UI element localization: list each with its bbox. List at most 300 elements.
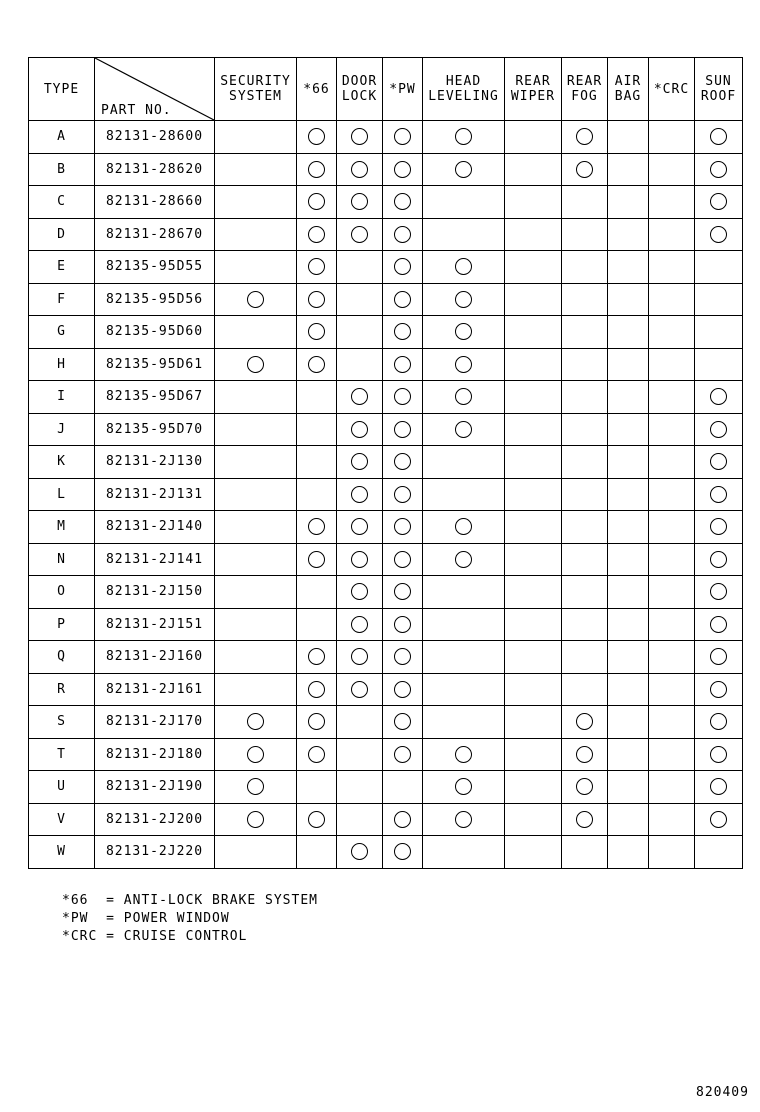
part-number-cell: 82131-2J160 — [95, 641, 215, 674]
applicable-circle-icon — [351, 648, 368, 665]
feature-cell-doorlock — [337, 446, 383, 479]
feature-cell-abs — [297, 803, 337, 836]
applicable-circle-icon — [394, 161, 411, 178]
applicable-circle-icon — [710, 713, 727, 730]
applicable-circle-icon — [455, 388, 472, 405]
type-cell: P — [29, 608, 95, 641]
feature-cell-rearwiper — [505, 641, 562, 674]
feature-cell-rearfog — [562, 706, 608, 739]
applicable-circle-icon — [351, 453, 368, 470]
feature-cell-rearwiper — [505, 576, 562, 609]
type-cell: O — [29, 576, 95, 609]
legend — [62, 892, 318, 946]
applicable-circle-icon — [394, 616, 411, 633]
feature-cell-crc — [649, 121, 695, 154]
type-cell: L — [29, 478, 95, 511]
applicable-circle-icon — [710, 778, 727, 795]
feature-cell-rearwiper — [505, 511, 562, 544]
type-cell: I — [29, 381, 95, 414]
table-row — [29, 576, 743, 609]
applicable-circle-icon — [351, 128, 368, 145]
column-header-headlev — [423, 58, 505, 121]
feature-cell-security — [215, 511, 297, 544]
feature-cell-crc — [649, 771, 695, 804]
feature-cell-security — [215, 771, 297, 804]
feature-cell-sunroof — [695, 478, 743, 511]
column-header-line: BAG — [614, 89, 642, 104]
applicable-circle-icon — [710, 616, 727, 633]
feature-cell-sunroof — [695, 186, 743, 219]
applicable-circle-icon — [308, 746, 325, 763]
feature-cell-security — [215, 381, 297, 414]
feature-cell-headlev — [423, 121, 505, 154]
applicable-circle-icon — [308, 356, 325, 373]
feature-cell-airbag — [608, 121, 649, 154]
feature-cell-rearfog — [562, 413, 608, 446]
applicable-circle-icon — [351, 843, 368, 860]
applicable-circle-icon — [455, 258, 472, 275]
column-header-sunroof — [695, 58, 743, 121]
feature-cell-rearwiper — [505, 153, 562, 186]
part-number-cell: 82131-28670 — [95, 218, 215, 251]
column-header-line: SYSTEM — [229, 89, 282, 104]
applicable-circle-icon — [710, 583, 727, 600]
applicable-circle-icon — [710, 128, 727, 145]
feature-cell-headlev — [423, 283, 505, 316]
feature-cell-rearfog — [562, 738, 608, 771]
feature-cell-crc — [649, 543, 695, 576]
applicable-circle-icon — [394, 811, 411, 828]
feature-cell-security — [215, 836, 297, 869]
column-header-line: LEVELING — [428, 89, 499, 104]
feature-cell-doorlock — [337, 511, 383, 544]
feature-cell-pw — [383, 608, 423, 641]
type-cell: J — [29, 413, 95, 446]
applicable-circle-icon — [455, 356, 472, 373]
feature-cell-abs — [297, 186, 337, 219]
table-row — [29, 121, 743, 154]
feature-cell-rearfog — [562, 283, 608, 316]
column-header-line: *66 — [303, 81, 330, 97]
feature-cell-abs — [297, 121, 337, 154]
feature-cell-sunroof — [695, 121, 743, 154]
applicable-circle-icon — [351, 388, 368, 405]
column-header-line: *CRC — [653, 81, 690, 97]
feature-cell-pw — [383, 348, 423, 381]
feature-cell-rearwiper — [505, 608, 562, 641]
applicable-circle-icon — [247, 811, 264, 828]
feature-cell-abs — [297, 348, 337, 381]
legend-line: *66 = ANTI-LOCK BRAKE SYSTEM — [62, 893, 318, 908]
feature-cell-doorlock — [337, 543, 383, 576]
table-row — [29, 608, 743, 641]
feature-cell-crc — [649, 738, 695, 771]
feature-cell-crc — [649, 706, 695, 739]
feature-cell-pw — [383, 218, 423, 251]
feature-cell-doorlock — [337, 381, 383, 414]
feature-cell-airbag — [608, 478, 649, 511]
type-cell: C — [29, 186, 95, 219]
feature-cell-crc — [649, 478, 695, 511]
applicable-circle-icon — [710, 551, 727, 568]
feature-cell-airbag — [608, 576, 649, 609]
applicable-circle-icon — [247, 356, 264, 373]
feature-cell-pw — [383, 673, 423, 706]
feature-cell-security — [215, 218, 297, 251]
feature-cell-rearfog — [562, 316, 608, 349]
feature-cell-airbag — [608, 381, 649, 414]
feature-cell-security — [215, 608, 297, 641]
feature-cell-pw — [383, 121, 423, 154]
feature-cell-headlev — [423, 738, 505, 771]
type-cell: G — [29, 316, 95, 349]
feature-cell-rearwiper — [505, 478, 562, 511]
applicable-circle-icon — [710, 681, 727, 698]
applicable-circle-icon — [394, 388, 411, 405]
column-header-security — [215, 58, 297, 121]
applicable-circle-icon — [351, 161, 368, 178]
part-number-cell: 82135-95D61 — [95, 348, 215, 381]
feature-cell-abs — [297, 511, 337, 544]
table-row — [29, 446, 743, 479]
applicable-circle-icon — [710, 388, 727, 405]
feature-cell-airbag — [608, 218, 649, 251]
feature-cell-doorlock — [337, 836, 383, 869]
feature-cell-airbag — [608, 316, 649, 349]
column-header-line: DOOR — [341, 74, 378, 89]
applicable-circle-icon — [455, 518, 472, 535]
applicable-circle-icon — [308, 226, 325, 243]
applicable-circle-icon — [394, 843, 411, 860]
feature-cell-sunroof — [695, 446, 743, 479]
feature-cell-airbag — [608, 153, 649, 186]
feature-cell-sunroof — [695, 673, 743, 706]
applicable-circle-icon — [710, 453, 727, 470]
feature-cell-rearfog — [562, 251, 608, 284]
applicable-circle-icon — [710, 648, 727, 665]
feature-cell-sunroof — [695, 738, 743, 771]
type-cell: U — [29, 771, 95, 804]
type-cell: W — [29, 836, 95, 869]
column-header-line: LOCK — [341, 89, 378, 104]
column-header-abs — [297, 58, 337, 121]
table-row — [29, 803, 743, 836]
feature-cell-pw — [383, 836, 423, 869]
applicable-circle-icon — [308, 128, 325, 145]
feature-cell-rearfog — [562, 576, 608, 609]
feature-cell-pw — [383, 543, 423, 576]
applicable-circle-icon — [308, 258, 325, 275]
feature-cell-crc — [649, 381, 695, 414]
feature-cell-abs — [297, 673, 337, 706]
feature-cell-sunroof — [695, 153, 743, 186]
feature-cell-crc — [649, 576, 695, 609]
applicable-circle-icon — [394, 681, 411, 698]
feature-cell-headlev — [423, 413, 505, 446]
feature-cell-rearwiper — [505, 413, 562, 446]
feature-cell-headlev — [423, 316, 505, 349]
feature-cell-crc — [649, 283, 695, 316]
feature-cell-pw — [383, 316, 423, 349]
feature-cell-airbag — [608, 446, 649, 479]
feature-cell-airbag — [608, 543, 649, 576]
part-number-cell: 82131-2J150 — [95, 576, 215, 609]
table-body — [29, 121, 743, 869]
feature-cell-abs — [297, 608, 337, 641]
column-header-rearwiper — [505, 58, 562, 121]
applicable-circle-icon — [394, 291, 411, 308]
feature-cell-sunroof — [695, 641, 743, 674]
applicable-circle-icon — [394, 128, 411, 145]
applicable-circle-icon — [394, 583, 411, 600]
feature-cell-sunroof — [695, 543, 743, 576]
applicable-circle-icon — [394, 193, 411, 210]
table-row — [29, 738, 743, 771]
feature-cell-sunroof — [695, 218, 743, 251]
feature-cell-crc — [649, 673, 695, 706]
part-number-cell: 82131-2J200 — [95, 803, 215, 836]
feature-cell-abs — [297, 478, 337, 511]
feature-cell-doorlock — [337, 186, 383, 219]
column-header-line: REAR — [515, 74, 551, 89]
feature-cell-doorlock — [337, 121, 383, 154]
feature-cell-sunroof — [695, 316, 743, 349]
type-header: TYPE — [29, 58, 95, 121]
feature-cell-rearfog — [562, 121, 608, 154]
applicable-circle-icon — [308, 811, 325, 828]
column-header-doorlock — [337, 58, 383, 121]
feature-cell-airbag — [608, 673, 649, 706]
applicable-circle-icon — [308, 518, 325, 535]
feature-cell-crc — [649, 413, 695, 446]
feature-cell-crc — [649, 186, 695, 219]
table-row — [29, 381, 743, 414]
applicable-circle-icon — [308, 713, 325, 730]
feature-cell-doorlock — [337, 803, 383, 836]
table-row — [29, 251, 743, 284]
feature-cell-headlev — [423, 186, 505, 219]
feature-cell-rearfog — [562, 218, 608, 251]
part-number-cell: 82131-28620 — [95, 153, 215, 186]
applicable-circle-icon — [455, 551, 472, 568]
feature-cell-abs — [297, 218, 337, 251]
feature-cell-pw — [383, 511, 423, 544]
applicable-circle-icon — [247, 746, 264, 763]
type-cell: T — [29, 738, 95, 771]
table-row — [29, 543, 743, 576]
feature-cell-rearfog — [562, 543, 608, 576]
column-header-crc — [649, 58, 695, 121]
feature-cell-rearfog — [562, 803, 608, 836]
part-number-cell: 82131-2J170 — [95, 706, 215, 739]
feature-cell-crc — [649, 316, 695, 349]
feature-cell-doorlock — [337, 706, 383, 739]
feature-cell-headlev — [423, 446, 505, 479]
applicable-circle-icon — [308, 291, 325, 308]
feature-cell-abs — [297, 738, 337, 771]
column-header-line: SECURITY — [220, 74, 291, 89]
table-row — [29, 836, 743, 869]
table-row — [29, 283, 743, 316]
part-number-cell: 82131-28660 — [95, 186, 215, 219]
applicable-circle-icon — [351, 486, 368, 503]
feature-cell-rearwiper — [505, 771, 562, 804]
feature-cell-crc — [649, 218, 695, 251]
type-cell: V — [29, 803, 95, 836]
type-cell: E — [29, 251, 95, 284]
feature-cell-security — [215, 543, 297, 576]
table-row — [29, 673, 743, 706]
feature-cell-security — [215, 576, 297, 609]
feature-cell-airbag — [608, 348, 649, 381]
part-number-cell: 82131-2J141 — [95, 543, 215, 576]
feature-cell-pw — [383, 576, 423, 609]
feature-cell-crc — [649, 153, 695, 186]
feature-cell-headlev — [423, 706, 505, 739]
applicable-circle-icon — [394, 551, 411, 568]
feature-cell-abs — [297, 543, 337, 576]
feature-cell-rearfog — [562, 186, 608, 219]
part-number-cell: 82131-2J190 — [95, 771, 215, 804]
feature-cell-rearwiper — [505, 706, 562, 739]
feature-cell-pw — [383, 283, 423, 316]
feature-cell-security — [215, 413, 297, 446]
feature-cell-pw — [383, 446, 423, 479]
applicable-circle-icon — [455, 746, 472, 763]
applicable-circle-icon — [394, 421, 411, 438]
feature-cell-crc — [649, 511, 695, 544]
feature-cell-airbag — [608, 251, 649, 284]
table-row — [29, 153, 743, 186]
applicable-circle-icon — [394, 323, 411, 340]
feature-cell-airbag — [608, 413, 649, 446]
feature-cell-rearwiper — [505, 803, 562, 836]
feature-cell-doorlock — [337, 316, 383, 349]
feature-cell-doorlock — [337, 576, 383, 609]
applicable-circle-icon — [351, 226, 368, 243]
feature-cell-abs — [297, 381, 337, 414]
applicable-circle-icon — [394, 518, 411, 535]
feature-cell-rearwiper — [505, 218, 562, 251]
column-header-line: *PW — [389, 81, 416, 97]
applicable-circle-icon — [351, 616, 368, 633]
feature-cell-security — [215, 673, 297, 706]
feature-cell-airbag — [608, 608, 649, 641]
part-number-cell: 82135-95D55 — [95, 251, 215, 284]
applicable-circle-icon — [308, 681, 325, 698]
feature-cell-doorlock — [337, 348, 383, 381]
applicable-circle-icon — [394, 258, 411, 275]
feature-cell-doorlock — [337, 771, 383, 804]
feature-cell-headlev — [423, 608, 505, 641]
column-header-airbag — [608, 58, 649, 121]
feature-cell-airbag — [608, 803, 649, 836]
applicable-circle-icon — [576, 128, 593, 145]
part-number-header — [95, 58, 215, 121]
applicable-circle-icon — [394, 486, 411, 503]
feature-cell-rearfog — [562, 446, 608, 479]
header-row — [29, 58, 743, 121]
feature-cell-security — [215, 738, 297, 771]
feature-cell-pw — [383, 153, 423, 186]
feature-cell-airbag — [608, 511, 649, 544]
feature-cell-headlev — [423, 771, 505, 804]
feature-cell-doorlock — [337, 641, 383, 674]
feature-cell-crc — [649, 251, 695, 284]
feature-cell-crc — [649, 608, 695, 641]
feature-cell-pw — [383, 478, 423, 511]
column-header-pw — [383, 58, 423, 121]
parts-table — [28, 57, 743, 869]
feature-cell-crc — [649, 348, 695, 381]
part-number-cell: 82135-95D67 — [95, 381, 215, 414]
part-number-cell: 82135-95D70 — [95, 413, 215, 446]
feature-cell-abs — [297, 576, 337, 609]
feature-cell-security — [215, 153, 297, 186]
applicable-circle-icon — [576, 778, 593, 795]
feature-cell-rearfog — [562, 641, 608, 674]
feature-cell-sunroof — [695, 706, 743, 739]
applicable-circle-icon — [710, 193, 727, 210]
feature-cell-sunroof — [695, 251, 743, 284]
feature-cell-rearfog — [562, 348, 608, 381]
feature-cell-airbag — [608, 706, 649, 739]
applicable-circle-icon — [247, 713, 264, 730]
feature-cell-rearwiper — [505, 251, 562, 284]
applicable-circle-icon — [247, 291, 264, 308]
feature-cell-security — [215, 706, 297, 739]
feature-cell-pw — [383, 803, 423, 836]
applicable-circle-icon — [576, 713, 593, 730]
feature-cell-rearwiper — [505, 673, 562, 706]
legend-line: *PW = POWER WINDOW — [62, 911, 230, 926]
feature-cell-headlev — [423, 348, 505, 381]
applicable-circle-icon — [394, 746, 411, 763]
feature-cell-sunroof — [695, 511, 743, 544]
applicable-circle-icon — [455, 323, 472, 340]
part-number-cell: 82131-2J131 — [95, 478, 215, 511]
feature-cell-rearwiper — [505, 121, 562, 154]
feature-cell-abs — [297, 283, 337, 316]
applicable-circle-icon — [351, 681, 368, 698]
table-row — [29, 478, 743, 511]
table-row — [29, 316, 743, 349]
feature-cell-rearwiper — [505, 316, 562, 349]
feature-cell-pw — [383, 381, 423, 414]
feature-cell-rearfog — [562, 478, 608, 511]
type-cell: B — [29, 153, 95, 186]
feature-cell-headlev — [423, 381, 505, 414]
applicable-circle-icon — [710, 746, 727, 763]
feature-cell-crc — [649, 803, 695, 836]
feature-cell-sunroof — [695, 413, 743, 446]
applicable-circle-icon — [455, 778, 472, 795]
part-number-cell: 82131-2J161 — [95, 673, 215, 706]
feature-cell-pw — [383, 186, 423, 219]
feature-cell-crc — [649, 446, 695, 479]
feature-cell-airbag — [608, 771, 649, 804]
type-cell: F — [29, 283, 95, 316]
applicable-circle-icon — [710, 811, 727, 828]
feature-cell-rearfog — [562, 608, 608, 641]
feature-cell-headlev — [423, 153, 505, 186]
feature-cell-security — [215, 641, 297, 674]
feature-cell-sunroof — [695, 576, 743, 609]
applicable-circle-icon — [394, 648, 411, 665]
feature-cell-rearwiper — [505, 543, 562, 576]
applicable-circle-icon — [394, 356, 411, 373]
feature-cell-sunroof — [695, 803, 743, 836]
